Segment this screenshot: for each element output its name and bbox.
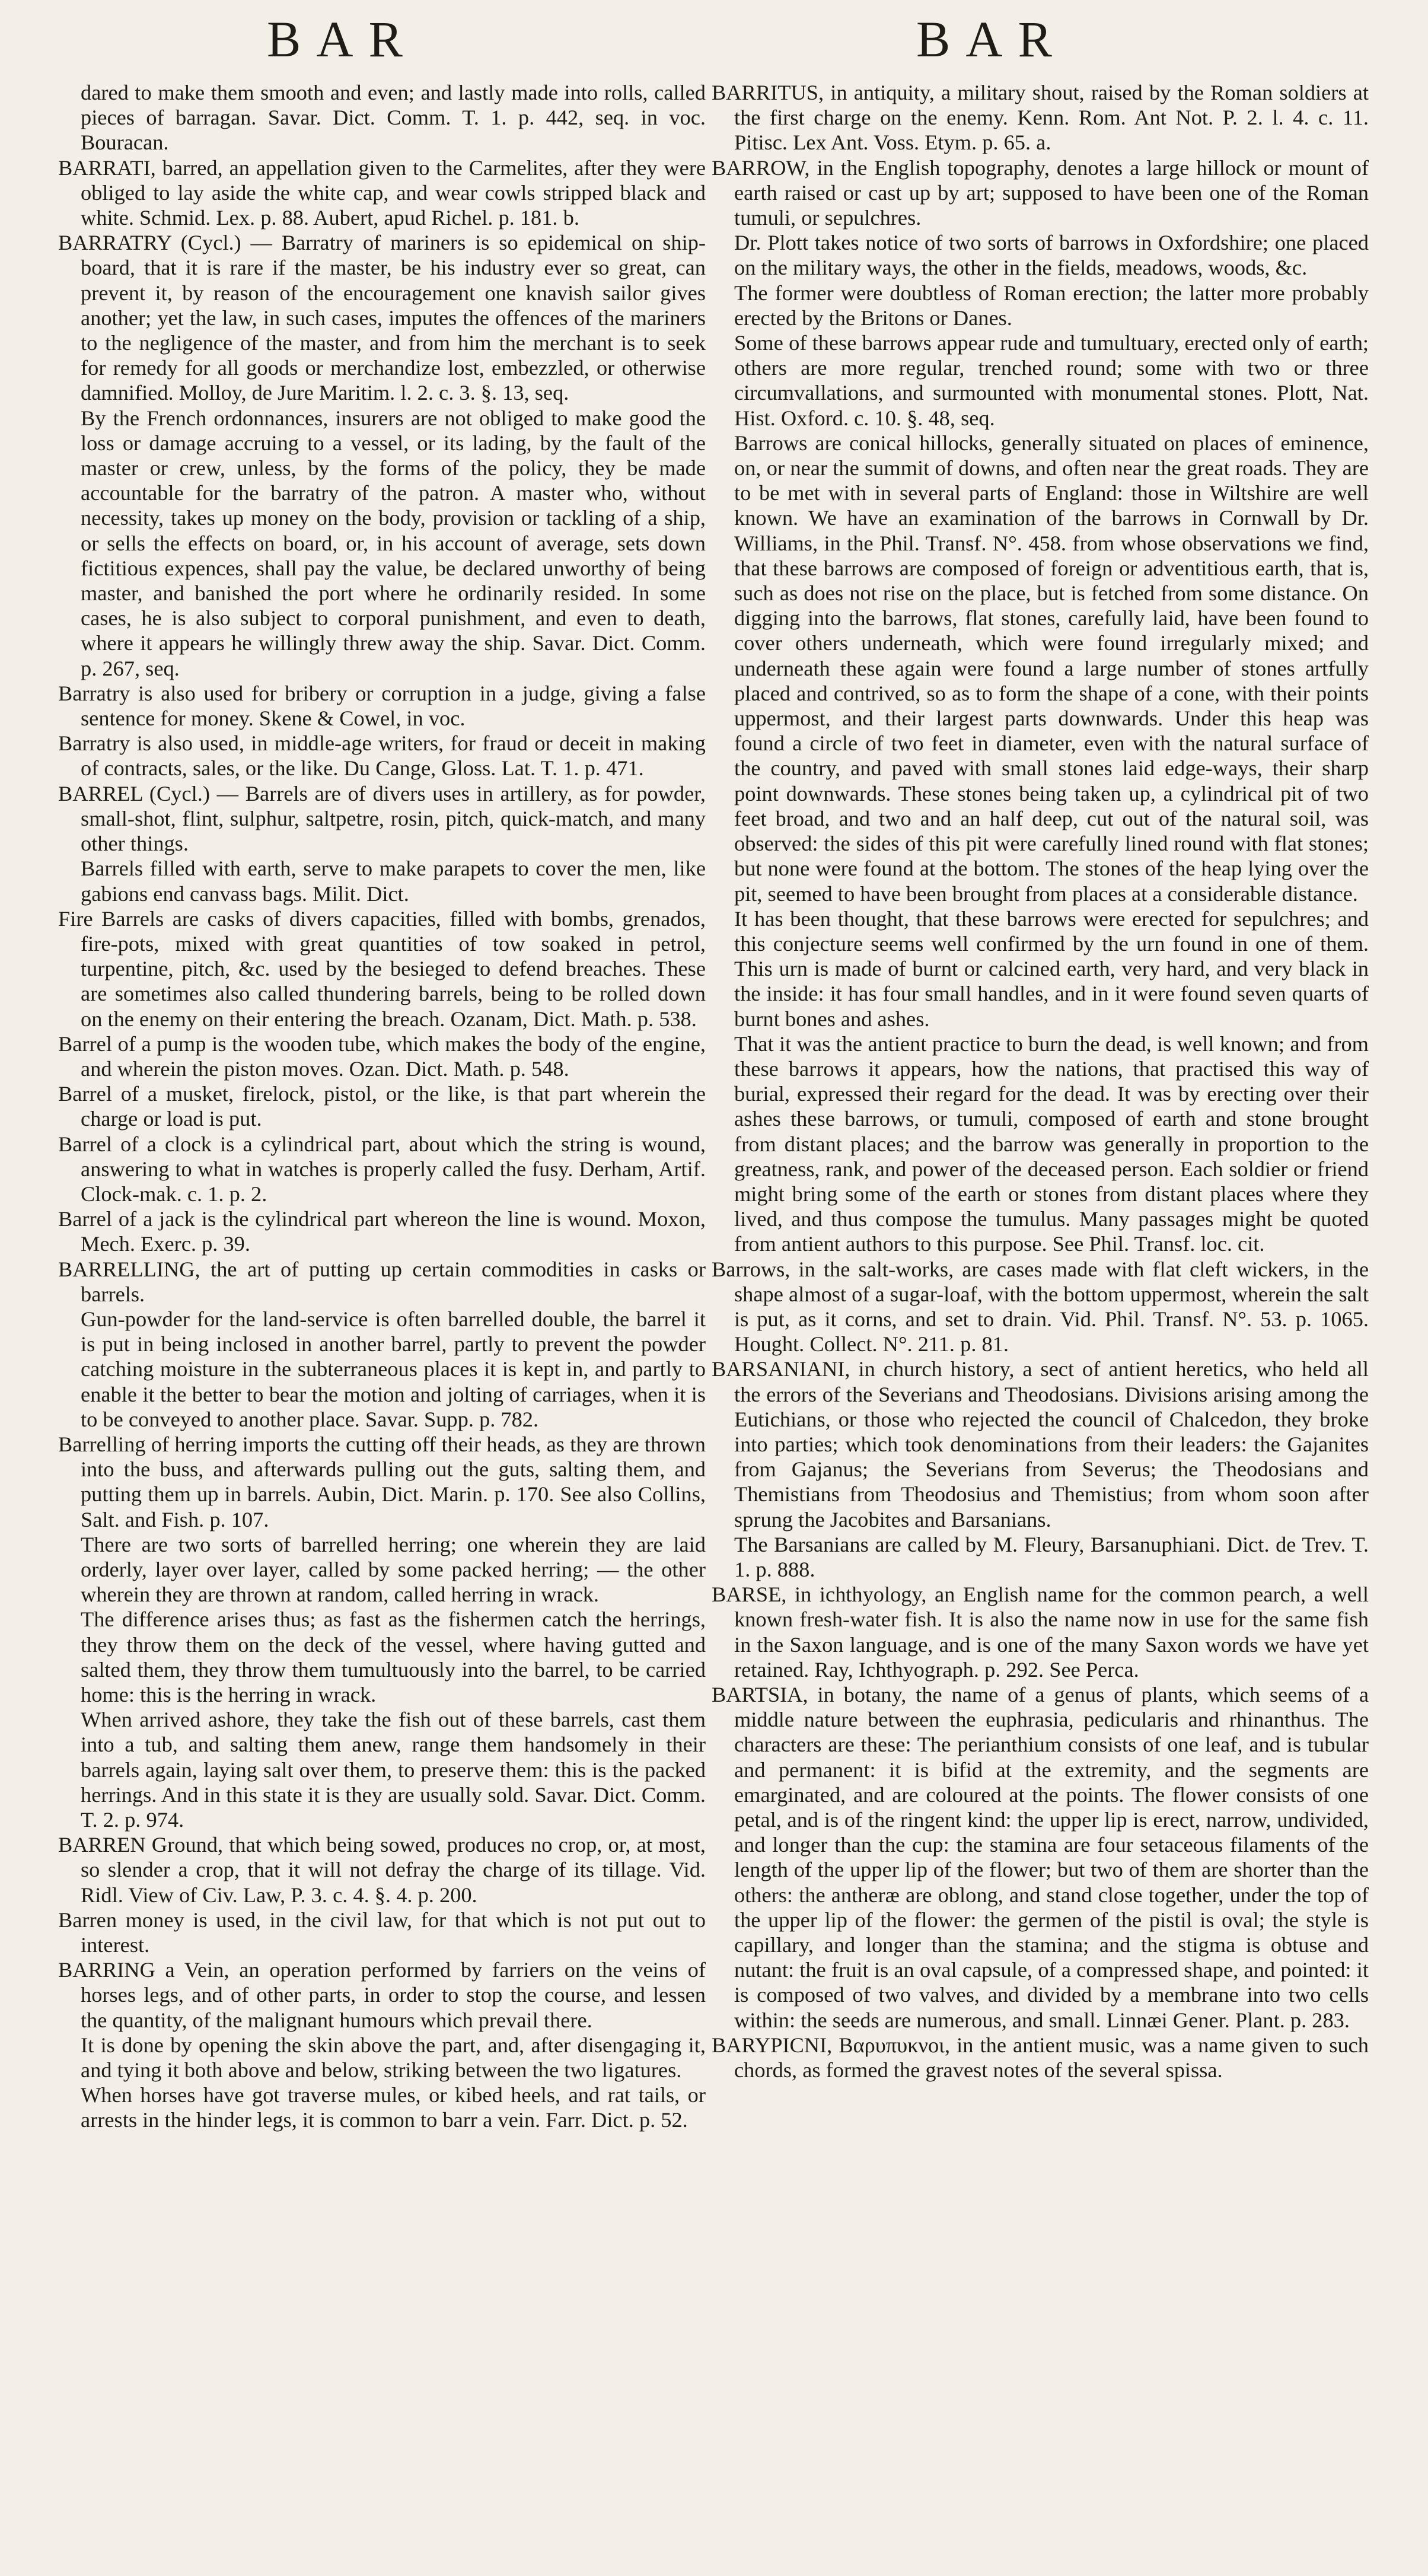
entry-paragraph: The Barsanians are called by M. Fleury, Barsanuphiani. Dict. de Trev. T. 1. p. 888. — [734, 1532, 1369, 1581]
dictionary-entry: Barrelling of herring imports the cutting off their heads, as they are thrown into the buss, and afterwards pulling out the guts, salting them, and putting them up in barrels. Aubin, Dict. Marin. p. 170. See also Collins, Salt. and Fish. p. 107. — [58, 1432, 706, 1531]
dictionary-entry: Barren money is used, in the civil law, for that which is not put out to interest. — [58, 1908, 706, 1957]
entry-paragraph: The difference arises thus; as fast as the fishermen catch the herrings, they throw them on the deck of the vessel, where having gutted and salted them, they throw them tumultuously into the barrel, to be carried home: this is the herring in wrack. — [81, 1607, 706, 1706]
entry-paragraph: When arrived ashore, they take the fish out of these barrels, cast them into a tub, and salting them anew, range them handsomely in their barrels again, laying salt over them, to preserve them: this is the packed herrings. And in this state it is they are usually sold. Savar. Dict. Comm. T. 2. p. 974. — [81, 1708, 706, 1832]
entry-paragraph: Dr. Plott takes notice of two sorts of barrows in Oxfordshire; one placed on the military ways, the other in the fields, meadows, woods, &c. — [734, 231, 1369, 280]
dictionary-entry: BARSANIANI, in church history, a sect of antient heretics, who held all the errors of the Severians and Theodosians. Divisions arising among the Eutichians, or those who rejected the council of Chalcedon, they broke into parties; which took denominations from their leaders: the Gajanites from Gajanus; the Severians from Severus; the Theodosians and Themistians from Theodosius and Themistius; from whom soon after sprung the Jacobites and Barsanians. — [712, 1357, 1369, 1531]
entry-paragraph: Gun-powder for the land-service is often barrelled double, the barrel it is put in being inclosed in another barrel, partly to prevent the powder catching moisture in the subterraneous places it is kept in, and partly to enable it the better to bear the motion and jolting of carriages, when it is to be conveyed to another place. Savar. Supp. p. 782. — [81, 1307, 706, 1431]
dictionary-entry: BARSE, in ichthyology, an English name for the common pearch, a well known fresh-water fish. It is also the name now in use for the same fish in the Saxon language, and is one of the many Saxon words we have yet retained. Ray, Ichthyograph. p. 292. See Perca. — [712, 1582, 1369, 1682]
entry-paragraph: Some of these barrows appear rude and tumultuary, erected only of earth; others are more regular, trenched round; some with two or three circumvallations, and surmounted with monumental stones. Plott, Nat. Hist. Oxford. c. 10. §. 48, seq. — [734, 331, 1369, 430]
dictionary-entry: Barratry is also used for bribery or corruption in a judge, giving a false sentence for money. Skene & Cowel, in voc. — [58, 681, 706, 731]
entry-paragraph: There are two sorts of barrelled herring; one wherein they are laid orderly, layer over layer, called by some packed herring; — the other wherein they are thrown at random, called herring in wrack. — [81, 1532, 706, 1607]
dictionary-entry: Barrel of a musket, firelock, pistol, or the like, is that part wherein the charge or load is put. — [58, 1082, 706, 1131]
dictionary-entry: BARTSIA, in botany, the name of a genus of plants, which seems of a middle nature between the euphrasia, pedicularis and rhinanthus. The characters are these: The perianthium consists of one leaf, and is tubular and permanent: it is bifid at the extremity, and the segments are emarginated, and are coloured at the points. The flower consists of one petal, and is of the ringent kind: the upper lip is erect, narrow, undivided, and longer than the cup: the stamina are four setaceous filaments of the length of the upper lip of the flower; but two of them are shorter than the others: the antheræ are oblong, and stand close together, under the top of the upper lip of the flower: the germen of the pistil is oval; the style is capillary, and longer than the stamina; and the stigma is obtuse and nutant: the fruit is an oval capsule, of a compressed shape, and pointed: it is composed of two valves, and divided by a membrane into two cells within: the seeds are numerous, and small. Linnæi Gener. Plant. p. 283. — [712, 1683, 1369, 2032]
running-head-right: BAR — [916, 11, 1067, 68]
dictionary-entry: BARREN Ground, that which being sowed, produces no crop, or, at most, so slender a crop, that it will not defray the charge of its tillage. Vid. Ridl. View of Civ. Law, P. 3. c. 4. §. 4. p. 200. — [58, 1833, 706, 1907]
entry-paragraph: Barrels filled with earth, serve to make parapets to cover the men, like gabions end canvass bags. Milit. Dict. — [81, 856, 706, 906]
entry-paragraph: dared to make them smooth and even; and lastly made into rolls, called pieces of barragan. Savar. Dict. Comm. T. 1. p. 442, seq. in voc. Bouracan. — [81, 81, 706, 155]
entry-paragraph: By the French ordonnances, insurers are not obliged to make good the loss or damage accruing to a vessel, or its lading, by the fault of the master or crew, unless, by the forms of the policy, they be made accountable for the barratry of the patron. A master who, without necessity, takes up money on the body, provision or tackling of a ship, or sells the effects on board, or, in his account of average, sets down fictitious expences, shall pay the value, be declared unworthy of being master, and banished the port where he ordinarily resided. In some cases, he is also subject to corporal punishment, and even to death, where it appears he willingly threw away the ship. Savar. Dict. Comm. p. 267, seq. — [81, 406, 706, 680]
dictionary-entry: BARRATRY (Cycl.) — Barratry of mariners is so epidemical on ship-board, that it is rare if the master, be his industry ever so great, can prevent it, by reason of the encouragement one knavish sailor gives another; yet the law, in such cases, imputes the offences of the mariners to the negligence of the master, and from him the merchant is to seek for remedy for all goods or merchandize lost, embezzled, or otherwise damnified. Molloy, de Jure Maritim. l. 2. c. 3. §. 13, seq. — [58, 231, 706, 405]
entry-paragraph: It has been thought, that these barrows were erected for sepulchres; and this conjecture seems well confirmed by the urn found in one of them. This urn is made of burnt or calcined earth, very hard, and very black in the inside: it has four small handles, and in it were found seven quarts of burnt bones and ashes. — [734, 906, 1369, 1031]
entry-paragraph: Barrows are conical hillocks, generally situated on places of eminence, on, or near the summit of downs, and often near the great roads. They are to be met with in several parts of England: those in Wiltshire are well known. We have an examination of the barrows in Cornwall by Dr. Williams, in the Phil. Transf. N°. 458. from whose observations we find, that these barrows are composed of foreign or adventitious earth, that is, such as does not rise on the place, but is fetched from some distance. On digging into the barrows, flat stones, carefully laid, have been found to cover others underneath, which were found irregularly mixed; and underneath these again were found a large number of stones artfully placed and contrived, so as to form the shape of a cone, with their points uppermost, and their largest parts downwards. Under this heap was found a circle of two feet in diameter, even with the natural surface of the country, and paved with small stones laid edge-ways, their sharp point downwards. These stones being taken up, a cylindrical pit of two feet broad, and two and an half deep, cut out of the natural soil, was observed: the sides of this pit were carefully lined round with flat stones; but none were found at the bottom. The stones of the heap lying over the pit, seemed to have been brought from places at a considerable distance. — [734, 431, 1369, 906]
left-column — [58, 80, 706, 2133]
dictionary-entry: Barratry is also used, in middle-age writers, for fraud or deceit in making of contracts, sales, or the like. Du Cange, Gloss. Lat. T. 1. p. 471. — [58, 731, 706, 781]
dictionary-entry: BARRING a Vein, an operation performed by farriers on the veins of horses legs, and of other parts, in order to stop the course, and lessen the quantity, of the malignant humours which prevail there. — [58, 1958, 706, 2032]
dictionary-entry: BARRITUS, in antiquity, a military shout, raised by the Roman soldiers at the first charge on the enemy. Kenn. Rom. Ant Not. P. 2. l. 4. c. 11. Pitisc. Lex Ant. Voss. Etym. p. 65. a. — [712, 81, 1369, 155]
dictionary-entry: BARREL (Cycl.) — Barrels are of divers uses in artillery, as for powder, small-shot, flint, sulphur, saltpetre, rosin, pitch, quick-match, and many other things. — [58, 781, 706, 856]
dictionary-entry: Barrel of a jack is the cylindrical part whereon the line is wound. Moxon, Mech. Exerc. p. 39. — [58, 1207, 706, 1256]
entry-paragraph: When horses have got traverse mules, or kibed heels, and rat tails, or arrests in the hinder legs, it is common to barr a vein. Farr. Dict. p. 52. — [81, 2083, 706, 2132]
right-column — [712, 80, 1369, 2083]
dictionary-entry: BARYPICNI, Βαρυπυκνοι, in the antient music, was a name given to such chords, as formed the gravest notes of the several spissa. — [712, 2033, 1369, 2083]
dictionary-entry: Barrel of a clock is a cylindrical part, about which the string is wound, answering to what in watches is properly called the fusy. Derham, Artif. Clock-mak. c. 1. p. 2. — [58, 1132, 706, 1206]
dictionary-entry: Barrel of a pump is the wooden tube, which makes the body of the engine, and wherein the piston moves. Ozan. Dict. Math. p. 548. — [58, 1031, 706, 1081]
dictionary-entry: Barrows, in the salt-works, are cases made with flat cleft wickers, in the shape almost of a sugar-loaf, with the bottom uppermost, wherein the salt is put, as it corns, and set to drain. Vid. Phil. Transf. N°. 53. p. 1065. Hought. Collect. N°. 211. p. 81. — [712, 1257, 1369, 1357]
dictionary-entry: BARROW, in the English topography, denotes a large hillock or mount of earth raised or cast up by art; supposed to have been one of the Roman tumuli, or sepulchres. — [712, 155, 1369, 230]
dictionary-entry: BARRELLING, the art of putting up certain commodities in casks or barrels. — [58, 1257, 706, 1306]
dictionary-entry: BARRATI, barred, an appellation given to the Carmelites, after they were obliged to lay aside the white cap, and wear cowls stripped black and white. Schmid. Lex. p. 88. Aubert, apud Richel. p. 181. b. — [58, 155, 706, 230]
entry-paragraph: The former were doubtless of Roman erection; the latter more probably erected by the Britons or Danes. — [734, 281, 1369, 330]
dictionary-entry: Fire Barrels are casks of divers capacities, filled with bombs, grenados, fire-pots, mixed with great quantities of tow soaked in petrol, turpentine, pitch, &c. used by the besieged to defend breaches. These are sometimes also called thundering barrels, being to be rolled down on the enemy on their entering the breach. Ozanam, Dict. Math. p. 538. — [58, 906, 706, 1031]
entry-paragraph: It is done by opening the skin above the part, and, after disengaging it, and tying it both above and below, striking between the two ligatures. — [81, 2033, 706, 2083]
entry-paragraph: That it was the antient practice to burn the dead, is well known; and from these barrows it appears, how the nations, that practised this way of burial, expressed their regard for the dead. It was by erecting over their ashes these barrows, or tumuli, composed of earth and stone brought from distant places; and the barrow was generally in proportion to the greatness, rank, and power of the deceased person. Each soldier or friend might bring some of the earth or stones from distant places where they lived, and thus compose the tumulus. Many passages might be quoted from antient authors to this purpose. See Phil. Transf. loc. cit. — [734, 1031, 1369, 1256]
running-head-left: BAR — [267, 11, 418, 68]
